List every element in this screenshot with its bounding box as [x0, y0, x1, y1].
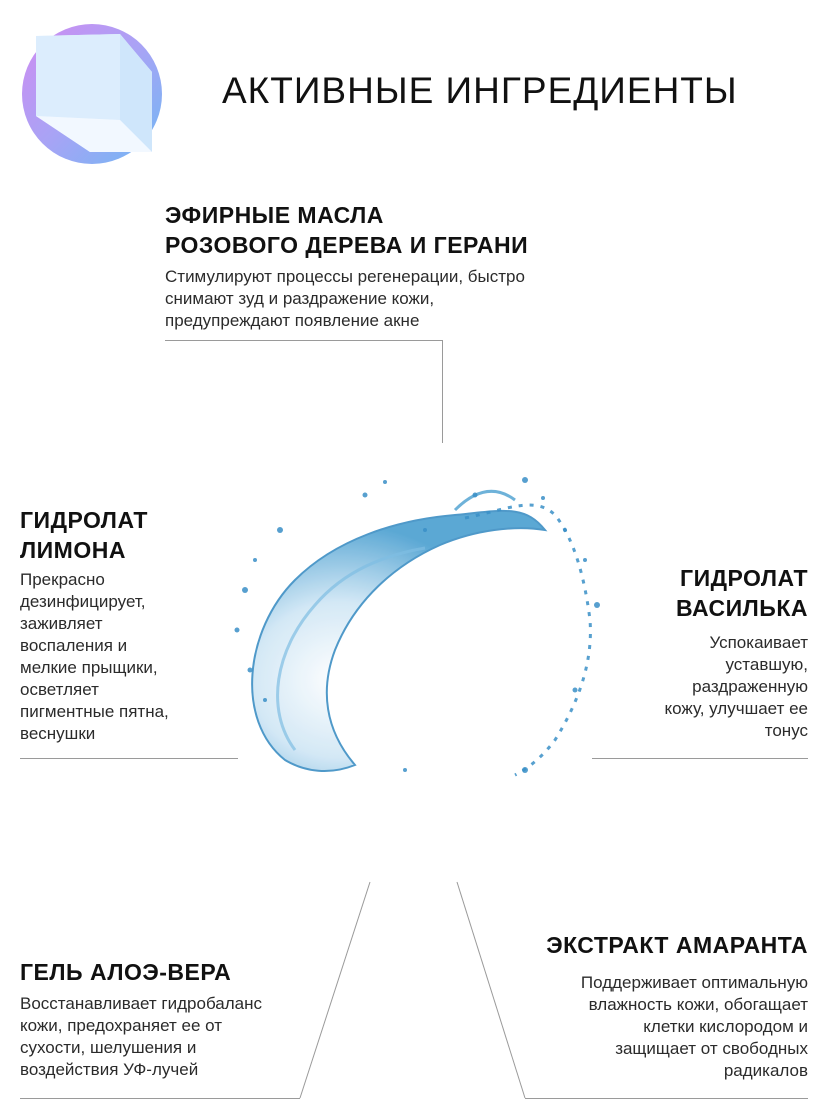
ingredient-description-aloe-vera: Восстанавливает гидробаланс кожи, предохраняет ее от сухости, шелушения и воздействия УФ-лучей: [20, 994, 263, 1079]
ingredient-description-amaranth-extract: Поддерживает оптимальную влажность кожи, обогащает клетки кислородом и защищает от свободных радикалов: [580, 973, 808, 1080]
ingredient-title-aloe-vera: ГЕЛЬ АЛОЭ-ВЕРА: [20, 959, 232, 985]
page-title: АКТИВНЫЕ ИНГРЕДИЕНТЫ: [222, 70, 738, 111]
ingredient-title-amaranth-extract: ЭКСТРАКТ АМАРАНТА: [546, 932, 808, 958]
ingredient-title-lemon-hydrolate: ГИДРОЛАТ ЛИМОНА: [20, 507, 148, 563]
ingredient-description-cornflower-hydrolate: Успокаивает уставшую, раздраженную кожу, улучшает ее тонус: [664, 633, 808, 740]
water-splash-icon: [225, 470, 605, 790]
ingredient-title-cornflower-hydrolate: ГИДРОЛАТ ВАСИЛЬКА: [676, 565, 808, 621]
ingredient-description-lemon-hydrolate: Прекрасно дезинфицирует, заживляет воспаления и мелкие прыщики, осветляет пигментные пятна, веснушки: [20, 570, 169, 743]
ingredient-description-essential-oils: Стимулируют процессы регенерации, быстро снимают зуд и раздражение кожи, предупреждают появление акне: [165, 267, 525, 330]
ingredient-title-essential-oils: ЭФИРНЫЕ МАСЛА РОЗОВОГО ДЕРЕВА И ГЕРАНИ: [165, 202, 529, 258]
